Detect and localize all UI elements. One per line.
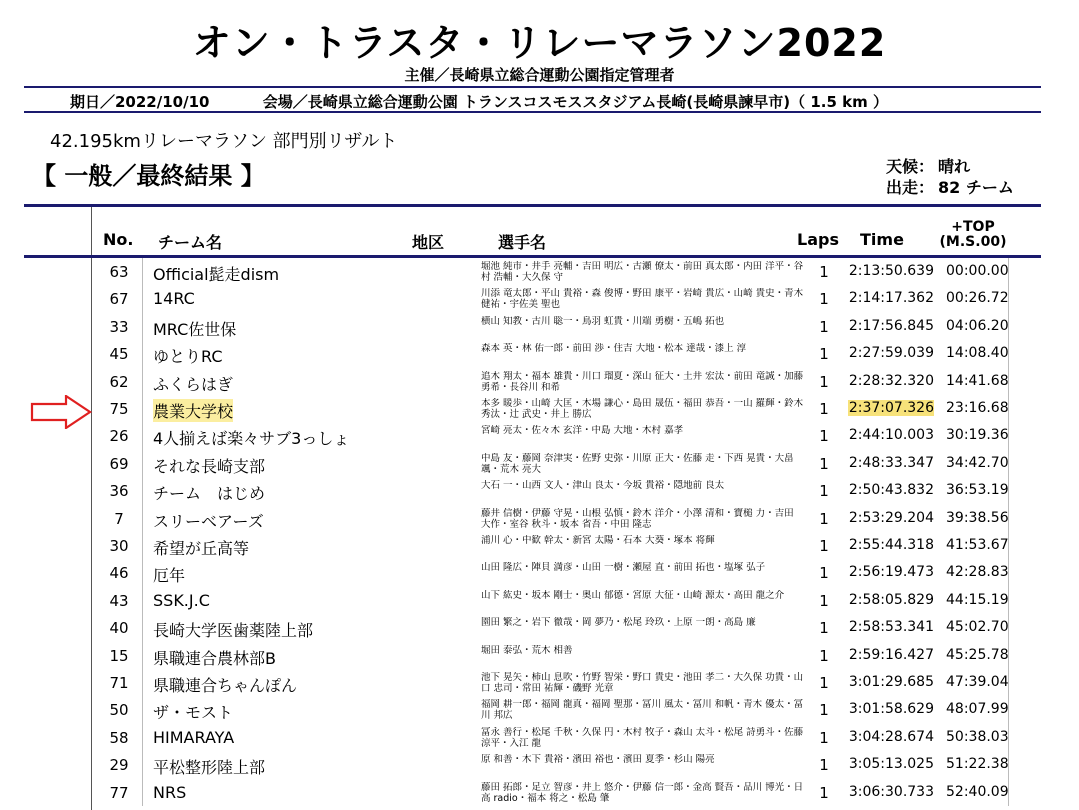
team-name: HIMARAYA xyxy=(153,727,235,747)
column-divider xyxy=(1008,642,1009,669)
team-number: 26 xyxy=(109,427,129,446)
finish-time: 2:27:59.039 xyxy=(848,345,934,362)
team-members: 藤井 信樹・伊藤 守晃・山根 弘慎・鈴木 洋介・小澤 清和・寶槌 力・吉田 大作・室谷 秋斗・坂本 省吾・中田 隆志 xyxy=(481,507,794,530)
finish-time: 3:06:30.733 xyxy=(848,783,934,800)
table-row xyxy=(0,340,1079,367)
table-row xyxy=(0,285,1079,312)
event-info xyxy=(70,91,888,112)
finish-time: 2:14:17.362 xyxy=(848,290,934,307)
team-name: ザ・モスト xyxy=(153,703,234,723)
team-members: 福岡 耕一郎・福岡 龍真・福岡 聖那・冨川 風太・冨川 和帆・青木 優太・冨川 邦広 xyxy=(481,699,804,722)
team-members: 原 和善・木下 貴裕・濱田 裕也・濱田 夏季・杉山 陽亮 xyxy=(481,754,715,766)
laps: 1 xyxy=(819,372,829,391)
col-header-laps: Laps xyxy=(797,230,839,249)
divider xyxy=(24,86,1041,88)
column-divider xyxy=(142,779,143,806)
column-divider xyxy=(142,724,143,751)
team-name: ふくらはぎ xyxy=(153,374,234,394)
column-divider xyxy=(142,258,143,285)
right-arrow-icon xyxy=(30,395,92,429)
team-members: 藤田 拓郎・足立 智彦・井上 悠介・伊藤 信一郎・金高 賢吾・品川 博光・日高 radio・福本 将之・松島 肇 xyxy=(481,781,804,804)
finish-time: 2:58:53.341 xyxy=(848,619,934,636)
laps: 1 xyxy=(819,728,829,747)
results-subtitle: 42.195kmリレーマラソン 部門別リザルト xyxy=(50,131,398,152)
team-name: それな長崎支部 xyxy=(153,456,266,476)
column-divider xyxy=(1008,614,1009,641)
column-divider xyxy=(142,477,143,504)
team-name: 県職連合農林部B xyxy=(153,648,276,668)
table-row xyxy=(0,724,1079,751)
column-divider xyxy=(142,505,143,532)
laps: 1 xyxy=(819,756,829,775)
team-name: 県職連合ちゃんぽん xyxy=(153,676,298,695)
column-divider xyxy=(1008,505,1009,532)
finish-time: 2:13:50.639 xyxy=(848,263,934,279)
team-number: 77 xyxy=(109,783,129,802)
laps: 1 xyxy=(819,427,829,446)
column-divider xyxy=(1008,422,1009,449)
team-number: 46 xyxy=(109,564,129,583)
gap-to-top: 50:38.03 xyxy=(946,728,1009,745)
laps: 1 xyxy=(819,482,829,501)
table-row xyxy=(0,669,1079,696)
gap-to-top: 23:16.68 xyxy=(946,400,1009,416)
team-members: 大石 一・山西 文人・津山 良太・今坂 貴裕・隠地前 良太 xyxy=(481,480,725,492)
gap-to-top: 41:53.67 xyxy=(946,537,1009,553)
column-divider xyxy=(1008,477,1009,504)
gap-to-top: 30:19.36 xyxy=(946,427,1009,444)
col-header-top-line1: +TOP xyxy=(951,219,995,235)
finish-time: 2:55:44.318 xyxy=(848,537,934,553)
team-number: 58 xyxy=(109,728,129,747)
team-number: 63 xyxy=(109,263,129,281)
table-row xyxy=(0,696,1079,723)
col-header-top-line2: (M.S.00) xyxy=(939,234,1007,250)
table-row xyxy=(0,779,1079,806)
starters-label: 出走： xyxy=(886,178,935,197)
finish-time: 3:05:13.025 xyxy=(848,756,934,773)
team-members: 横山 知教・古川 聡一・鳥羽 虹貴・川端 勇樹・五嶋 拓也 xyxy=(481,315,725,327)
gap-to-top: 44:15.19 xyxy=(946,591,1009,608)
finish-time: 3:04:28.674 xyxy=(848,728,934,745)
race-conditions xyxy=(886,156,1014,198)
starters-value: 82 チーム xyxy=(938,178,1014,197)
gap-to-top: 51:22.38 xyxy=(946,756,1009,773)
table-row xyxy=(0,422,1079,449)
laps: 1 xyxy=(819,345,829,364)
team-name: 希望が丘高等 xyxy=(153,539,250,558)
finish-time: 3:01:29.685 xyxy=(848,674,934,690)
team-name: Official髭走dism xyxy=(153,265,280,284)
team-members: 中島 友・藤岡 奈津実・佐野 史弥・川原 正大・佐藤 走・下西 晃貴・大畠 颯・荒木 亮大 xyxy=(481,452,794,475)
laps: 1 xyxy=(819,537,829,555)
finish-time: 2:48:33.347 xyxy=(848,454,934,471)
laps: 1 xyxy=(819,290,829,309)
team-number: 33 xyxy=(109,317,129,336)
col-header-region: 地区 xyxy=(412,233,445,252)
col-header-no: No. xyxy=(103,230,134,249)
team-members: 本多 暖歩・山崎 大匡・木場 謙心・島田 晟伍・福田 恭吾・一山 羅輝・鈴木 秀汰・辻 武史・井上 勝広 xyxy=(481,398,804,420)
finish-time: 2:58:05.829 xyxy=(848,591,934,608)
laps: 1 xyxy=(819,701,829,720)
laps: 1 xyxy=(819,619,829,638)
column-divider xyxy=(142,450,143,477)
column-divider xyxy=(1008,285,1009,312)
table-row xyxy=(0,313,1079,340)
gap-to-top: 14:08.40 xyxy=(946,345,1009,362)
page-title: オン・トラスタ・リレーマラソン2022 xyxy=(192,21,887,65)
team-number: 69 xyxy=(109,454,129,473)
table-row xyxy=(0,559,1079,586)
team-name: 平松整形陸上部 xyxy=(153,758,266,778)
finish-time: 2:50:43.832 xyxy=(848,482,934,499)
team-number: 15 xyxy=(109,646,129,665)
laps: 1 xyxy=(819,564,829,583)
column-divider xyxy=(1008,313,1009,340)
finish-time: 2:59:16.427 xyxy=(848,646,934,663)
col-header-top xyxy=(938,220,1008,250)
weather-value: 晴れ xyxy=(938,157,971,176)
team-name: 長崎大学医歯薬陸上部 xyxy=(153,621,314,641)
gap-to-top: 48:07.99 xyxy=(946,701,1009,718)
gap-to-top: 42:28.83 xyxy=(946,564,1009,581)
gap-to-top: 45:25.78 xyxy=(946,646,1009,663)
team-members: 森本 英・林 佑一郎・前田 渉・住吉 大地・松本 達哉・漆上 淳 xyxy=(481,343,747,355)
team-number: 40 xyxy=(109,619,129,638)
column-divider xyxy=(142,559,143,586)
column-divider xyxy=(1008,450,1009,477)
category-title: 【 一般／最終結果 】 xyxy=(32,162,265,190)
event-venue: 会場／長崎県立総合運動公園 トランスコスモススタジアム長崎(長崎県諫早市)（ 1.5 km ） xyxy=(262,93,888,111)
gap-to-top: 52:40.09 xyxy=(946,783,1009,800)
team-number: 45 xyxy=(109,345,129,364)
col-header-team: チーム名 xyxy=(158,233,223,252)
column-divider xyxy=(142,751,143,778)
team-number: 71 xyxy=(109,674,129,692)
column-divider xyxy=(142,614,143,641)
table-row xyxy=(0,477,1079,504)
laps: 1 xyxy=(819,783,829,802)
team-members: 冨永 善行・松尾 千秋・久保 円・木村 牧子・森山 太斗・松尾 詩勇斗・佐藤 涼平・入江 龍 xyxy=(481,726,804,749)
gap-to-top: 00:26.72 xyxy=(946,290,1009,307)
team-members: 川添 竜太郎・平山 貴裕・森 俊博・野田 康平・岩崎 貴広・山崎 貴史・青木 健祐・宇佐美 聖也 xyxy=(481,288,804,311)
column-divider xyxy=(1008,395,1009,422)
column-divider xyxy=(142,285,143,312)
team-number: 29 xyxy=(109,756,129,775)
column-divider xyxy=(1008,779,1009,806)
team-number: 7 xyxy=(114,509,124,528)
laps: 1 xyxy=(819,646,829,665)
finish-time: 2:28:32.320 xyxy=(848,372,934,389)
team-members: 山田 隆広・陣貝 満彦・山田 一樹・瀬屋 直・前田 拓也・塩塚 弘子 xyxy=(481,562,766,574)
team-number: 30 xyxy=(109,537,129,555)
team-name: 4人揃えば楽々サブ3っしょ xyxy=(153,429,350,449)
table-row xyxy=(0,532,1079,559)
col-header-members: 選手名 xyxy=(498,233,547,252)
team-name: 農業大学校 xyxy=(153,399,233,422)
column-divider xyxy=(142,313,143,340)
gap-to-top: 45:02.70 xyxy=(946,619,1009,636)
finish-time: 2:17:56.845 xyxy=(848,317,934,334)
table-row xyxy=(0,450,1079,477)
table-row xyxy=(0,751,1079,778)
finish-time: 2:56:19.473 xyxy=(848,564,934,581)
table-row xyxy=(0,368,1079,395)
column-divider xyxy=(1008,669,1009,696)
table-row xyxy=(0,395,1079,422)
team-name: 厄年 xyxy=(153,566,186,586)
column-divider xyxy=(1008,696,1009,723)
team-number: 36 xyxy=(109,482,129,501)
column-divider xyxy=(142,340,143,367)
laps: 1 xyxy=(819,674,829,692)
team-members: 追木 翔太・福本 雄貴・川口 瑠夏・深山 征大・土井 宏汰・前田 竜誠・加藤 勇希・長谷川 和希 xyxy=(481,370,804,393)
table-row xyxy=(0,587,1079,614)
event-date: 期日／2022/10/10 xyxy=(70,93,210,111)
divider xyxy=(24,111,1041,113)
team-number: 67 xyxy=(109,290,129,309)
gap-to-top: 14:41.68 xyxy=(946,372,1009,389)
organizer: 主催／長崎県立総合運動公園指定管理者 xyxy=(404,66,675,84)
column-divider xyxy=(142,422,143,449)
laps: 1 xyxy=(819,509,829,528)
team-number: 43 xyxy=(109,591,129,610)
column-divider xyxy=(142,532,143,559)
team-name: ゆとりRC xyxy=(153,347,223,367)
team-members: 池下 晃矢・柿山 息吹・竹野 智栄・野口 貴史・池田 孝二・大久保 功貴・山口 忠司・常田 祐輝・磯野 光章 xyxy=(481,672,804,694)
team-members: 浦川 心・中歓 幹太・新宮 太陽・石本 大葵・塚本 将輝 xyxy=(481,535,715,546)
laps: 1 xyxy=(819,400,829,418)
team-name: 14RC xyxy=(153,289,195,309)
team-name: チーム はじめ xyxy=(153,484,266,504)
weather-label: 天候： xyxy=(886,157,935,176)
column-divider xyxy=(1008,751,1009,778)
team-members: 堀池 純市・井手 亮輔・吉田 明広・古瀬 僚太・前田 真太郎・内田 洋平・谷村 浩輔・大久保 守 xyxy=(481,261,804,283)
finish-time: 2:53:29.204 xyxy=(848,509,934,526)
finish-time: 2:37:07.326 xyxy=(848,400,934,416)
col-header-time: Time xyxy=(860,230,904,249)
team-number: 75 xyxy=(109,400,129,418)
gap-to-top: 36:53.19 xyxy=(946,482,1009,499)
column-divider xyxy=(142,696,143,723)
column-divider xyxy=(1008,258,1009,285)
column-divider xyxy=(1008,368,1009,395)
laps: 1 xyxy=(819,454,829,473)
gap-to-top: 00:00.00 xyxy=(946,263,1009,279)
table-row xyxy=(0,505,1079,532)
team-members: 宮崎 亮太・佐々木 玄洋・中島 大地・木村 嘉孝 xyxy=(481,425,684,437)
table-row xyxy=(0,642,1079,669)
team-number: 50 xyxy=(109,701,129,720)
team-members: 山下 紘史・坂本 剛士・奥山 郁德・宮原 大征・山崎 源太・高田 龍之介 xyxy=(481,589,785,601)
column-divider xyxy=(142,587,143,614)
column-divider xyxy=(142,368,143,395)
gap-to-top: 47:39.04 xyxy=(946,674,1009,690)
gap-to-top: 39:38.56 xyxy=(946,509,1009,526)
team-members: 園田 繁之・岩下 徹哉・岡 夢乃・松尾 玲玖・上原 一朗・高島 廉 xyxy=(481,617,756,629)
column-divider xyxy=(1008,559,1009,586)
team-name: MRC佐世保 xyxy=(153,319,237,339)
team-name: スリーベアーズ xyxy=(153,511,264,531)
column-divider xyxy=(1008,340,1009,367)
team-name: SSK.J.C xyxy=(153,590,210,610)
team-number: 62 xyxy=(109,372,129,391)
team-members: 堀田 泰弘・荒木 相善 xyxy=(481,644,573,656)
finish-time: 3:01:58.629 xyxy=(848,701,934,718)
laps: 1 xyxy=(819,263,829,281)
gap-to-top: 04:06.20 xyxy=(946,317,1009,334)
column-divider xyxy=(142,395,143,422)
finish-time: 2:44:10.003 xyxy=(848,427,934,444)
laps: 1 xyxy=(819,591,829,610)
column-divider xyxy=(1008,587,1009,614)
laps: 1 xyxy=(819,317,829,336)
column-divider xyxy=(1008,532,1009,559)
table-top-rule xyxy=(24,204,1041,207)
team-name: NRS xyxy=(153,782,187,802)
column-divider xyxy=(142,642,143,669)
gap-to-top: 34:42.70 xyxy=(946,454,1009,471)
column-divider xyxy=(142,669,143,696)
table-row xyxy=(0,614,1079,641)
column-divider xyxy=(1008,724,1009,751)
table-row xyxy=(0,258,1079,285)
